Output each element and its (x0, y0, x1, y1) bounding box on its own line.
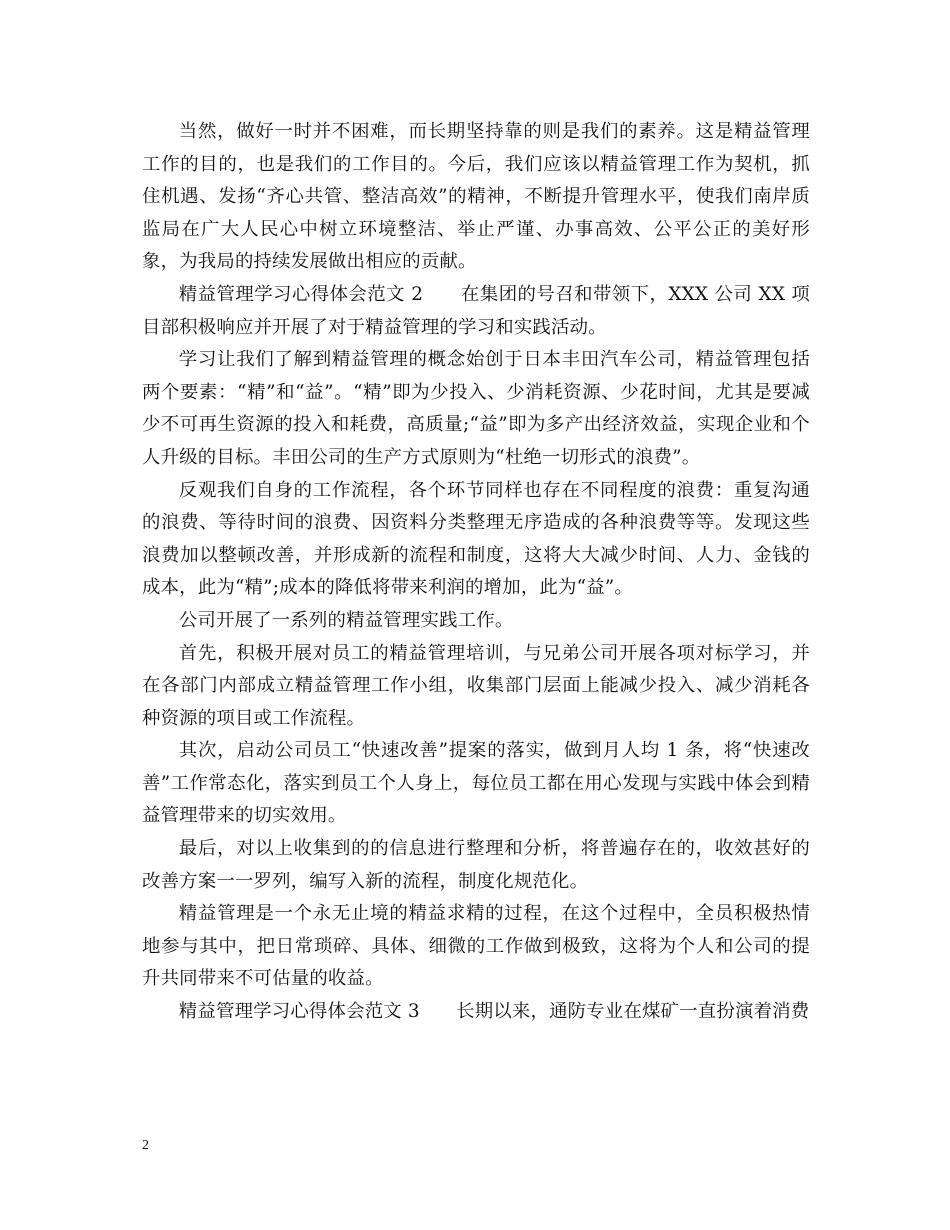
paragraph-text: 反观我们自身的工作流程，各个环节同样也存在不同程度的浪费：重复沟通的浪费、等待时间的浪费、因资料分类整理无序造成的各种浪费等等。发现这些浪费加以整顿改善，并形成新的流程和制度，这将大大减少时间、人力、金钱的成本，此为“精”;成本的降低将带来利润的增加，此为“益”。 (142, 479, 810, 599)
paragraph-1 (142, 116, 810, 279)
paragraph-3 (142, 344, 810, 474)
paragraph-text: 当然，做好一时并不困难，而长期坚持靠的则是我们的素养。这是精益管理工作的目的，也是我们的工作目的。今后，我们应该以精益管理工作为契机，抓住机遇、发扬“齐心共管、整洁高效”的精神，不断提升管理水平，使我们南岸质监局在广大人民心中树立环境整洁、举止严谨、办事高效、公平公正的美好形象，为我局的持续发展做出相应的贡献。 (142, 121, 810, 273)
paragraph-text: 首先，积极开展对员工的精益管理培训，与兄弟公司开展各项对标学习，并在各部门内部成立精益管理工作小组，收集部门层面上能减少投入、减少消耗各种资源的项目或工作流程。 (142, 642, 810, 729)
paragraph-4 (142, 475, 810, 605)
paragraph-2 (142, 279, 810, 344)
section-heading-2: 精益管理学习心得体会范文 2 (178, 283, 424, 305)
paragraph-text: 公司开展了一系列的精益管理实践工作。 (178, 609, 514, 631)
paragraph-5 (142, 605, 810, 638)
document-page (142, 116, 810, 1029)
paragraph-text: 精益管理是一个永无止境的精益求精的过程，在这个过程中，全员积极热情地参与其中，把日常琐碎、具体、细微的工作做到极致，这将为个人和公司的提升共同带来不可估量的收益。 (142, 903, 810, 990)
paragraph-text: 其次，启动公司员工“快速改善”提案的落实，做到月人均 1 条，将“快速改善”工作常态化，落实到员工个人身上，每位员工都在用心发现与实践中体会到精益管理带来的切实效用。 (142, 740, 810, 827)
paragraph-7 (142, 735, 810, 833)
paragraph-8 (142, 833, 810, 898)
paragraph-10 (142, 996, 810, 1029)
paragraph-6 (142, 638, 810, 736)
paragraph-9 (142, 898, 810, 996)
paragraph-text: 在集团的号召和带领下，XXX 公司 XX 项目部积极响应并开展了对于精益管理的学习和实践活动。 (142, 283, 810, 338)
section-heading-3: 精益管理学习心得体会范文 3 (178, 1001, 420, 1023)
page-number: 2 (142, 1138, 149, 1153)
paragraph-text: 学习让我们了解到精益管理的概念始创于日本丰田汽车公司，精益管理包括两个要素：“精”和“益”。“精”即为少投入、少消耗资源、少花时间，尤其是要减少不可再生资源的投入和耗费，高质量;“益”即为多产出经济效益，实现企业和个人升级的目标。丰田公司的生产方式原则为“杜绝一切形式的浪费”。 (142, 349, 810, 468)
heading-gap (423, 284, 461, 305)
paragraph-text: 最后，对以上收集到的的信息进行整理和分析，将普遍存在的，收效甚好的改善方案一一罗列，编写入新的流程，制度化规范化。 (142, 838, 810, 892)
paragraph-text: 长期以来，通防专业在煤矿一直扮演着消费 (456, 1001, 810, 1023)
heading-gap (420, 1001, 456, 1022)
